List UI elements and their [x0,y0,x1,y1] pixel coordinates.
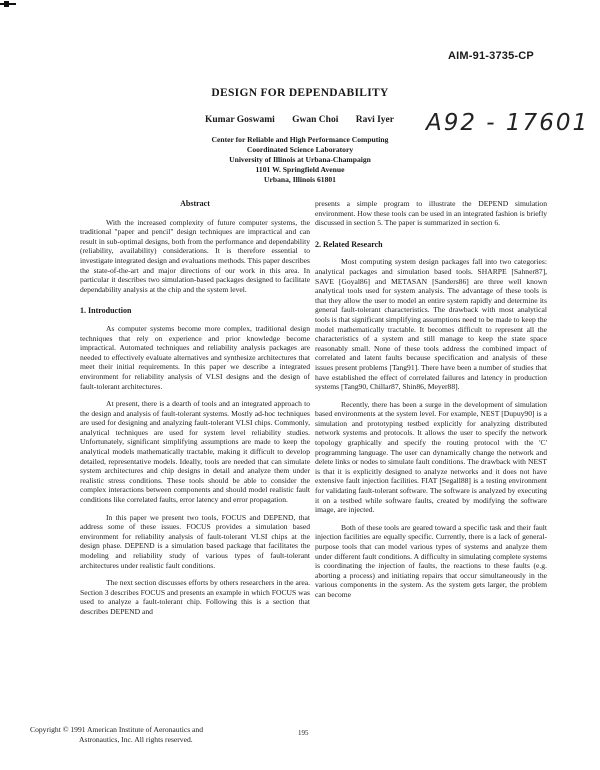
affiliation-line: Urbana, Illinois 61801 [264,175,336,184]
right-column [315,199,547,608]
section-heading-introduction: 1. Introduction [80,306,132,316]
author-name: Gwan Choi [292,115,339,125]
report-id: AIM-91-3735-CP [448,50,534,62]
left-column [80,199,310,625]
body-paragraph: Most computing system design packages fall into two categories: analytical packages and simulation based tools. SHARPE [Sahner87], SAVE [Goyal86] and METASAN [Sanders86] are three well known analytical tools used for system analysis. The advantage of these tools is that they allow the user to model an entire system rapidly and determine its general fault-tolerant characteristics. The drawback with most analytical tools is that significant simplifying assumptions need to be made to keep the model mathematically tractable. It becomes difficult to represent all the characteristics of a system and still manage to keep the state space reasonably small. None of these tools address the combined impact of correlated and latent faults because specification and analysis of these issues present problems [Tang91]. There have been a number of studies that have established the effect of correlated failures and latency in production systems [Tang90, Chillar87, Shin86, Meyer88]. [315,257,547,392]
affiliation-line: University of Illinois at Urbana-Champaign [229,155,371,164]
body-paragraph: In this paper we present two tools, FOCUS and DEPEND, that address some of these issues. FOCUS provides a simulation based environment for reliability analysis of fault-tolerant VLSI chips at the design phase. DEPEND is a simulation based package that facilitates the modeling and reliability study of various types of fault-tolerant architectures under realistic fault conditions. [80,512,310,570]
author-list [205,115,409,125]
scan-corner-dot [4,1,9,7]
affiliation-line: Coordinated Science Laboratory [246,145,354,154]
body-paragraph: The next section discusses efforts by others researchers in the area. Section 3 describes FOCUS and presents an example in which FOCUS was used to analyze a fault-tolerant chip. Following this is a section that describes DEPEND and [80,578,310,616]
page-number: 195 [298,729,309,737]
body-paragraph: Recently, there has been a surge in the development of simulation based environments at the system level. For example, NEST [Dupuy90] is a simulation and prototyping testbed explicitly for analyzing distributed network systems and protocols. It allows the user to specify the network topology graphically and specify the routing protocol with the 'C' programming language. The user can dynamically change the network and delete links or nodes to simulate fault conditions. The drawback with NEST is that it is explicitly designed to analyze networks and it does not have extensive fault injection facilities. FIAT [Segall88] is a testing environment for validating fault-tolerant software. The software is analyzed by executing it on a testbed while software faults, created by modifying the software image, are injected. [315,399,547,515]
body-paragraph: At present, there is a dearth of tools and an integrated approach to the design and analysis of fault-tolerant systems. Mostly ad-hoc techniques are used for designing and analyzing fault-tolerant VLSI chips. Commonly, analytical techniques are used for system level reliability studies. Unfortunately, significant simplifying assumptions are made to keep the analytical models mathematically tractable, making it difficult to develop detailed, representative models. Ideally, tools are needed that can simulate system architectures and chip designs in detail and analyze them under realistic stress conditions. These tools should be able to consider the complex interactions between components and should model realistic fault conditions like correlated faults, error latency and error propagation. [80,399,310,505]
copyright-notice [30,725,203,745]
affiliation-block [195,135,405,185]
affiliation-line: 1101 W. Springfield Avenue [255,165,345,174]
paper-title: DESIGN FOR DEPENDABILITY [211,87,389,99]
author-name: Kumar Goswami [205,115,275,125]
copyright-line: Copyright © 1991 American Institute of Aeronautics and [30,725,204,734]
section-heading-related-research: 2. Related Research [315,239,383,249]
author-name: Ravi Iyer [355,115,394,125]
affiliation-line: Center for Reliable and High Performance Computing [211,135,389,144]
body-paragraph: Both of these tools are geared toward a specific task and their fault injection facilities are equally specific. Currently, there is a lack of general-purpose tools that can model various types of systems and analyze them under different fault conditions. A difficulty in simulating complete systems is coordinating the injection of faults, the reactions to these faults (e.g. aborting a process) and initiating repairs that occur simultaneously in the various components in the system. As the system gets larger, the problem can become [315,522,547,599]
continued-paragraph: presents a simple program to illustrate the DEPEND simulation environment. How these tools can be used in an integrated fashion is briefly discussed in section 5. The paper is summarized in section 6. [315,199,547,228]
copyright-line: Astronautics, Inc. All rights reserved. [79,735,193,744]
handwritten-accession-number: A92 - 17601 [426,110,590,136]
abstract-paragraph: With the increased complexity of future computer systems, the traditional "paper and pencil" design techniques are impractical and can result in sub-optimal designs, both from the performance and dependability (reliability, availability) considerations. It is therefore essential to investigate integrated design and evaluations methods. This paper describes the state-of-the-art and major directions of our work in this area. In particular it describes two simulation-based packages designed to facilitate dependability analysis at the chip and the system level. [80,217,310,294]
abstract-heading: Abstract [180,199,210,208]
body-paragraph: As computer systems become more complex, traditional design techniques that rely on experience and prior knowledge become impractical. Automated techniques and reliability analysis packages are needed to effectively evaluate alternatives and synthesize architectures that meet their initial requirements. In this paper we describe a integrated environment for reliability analysis of VLSI designs and the design of fault-tolerant architectures. [80,323,310,391]
